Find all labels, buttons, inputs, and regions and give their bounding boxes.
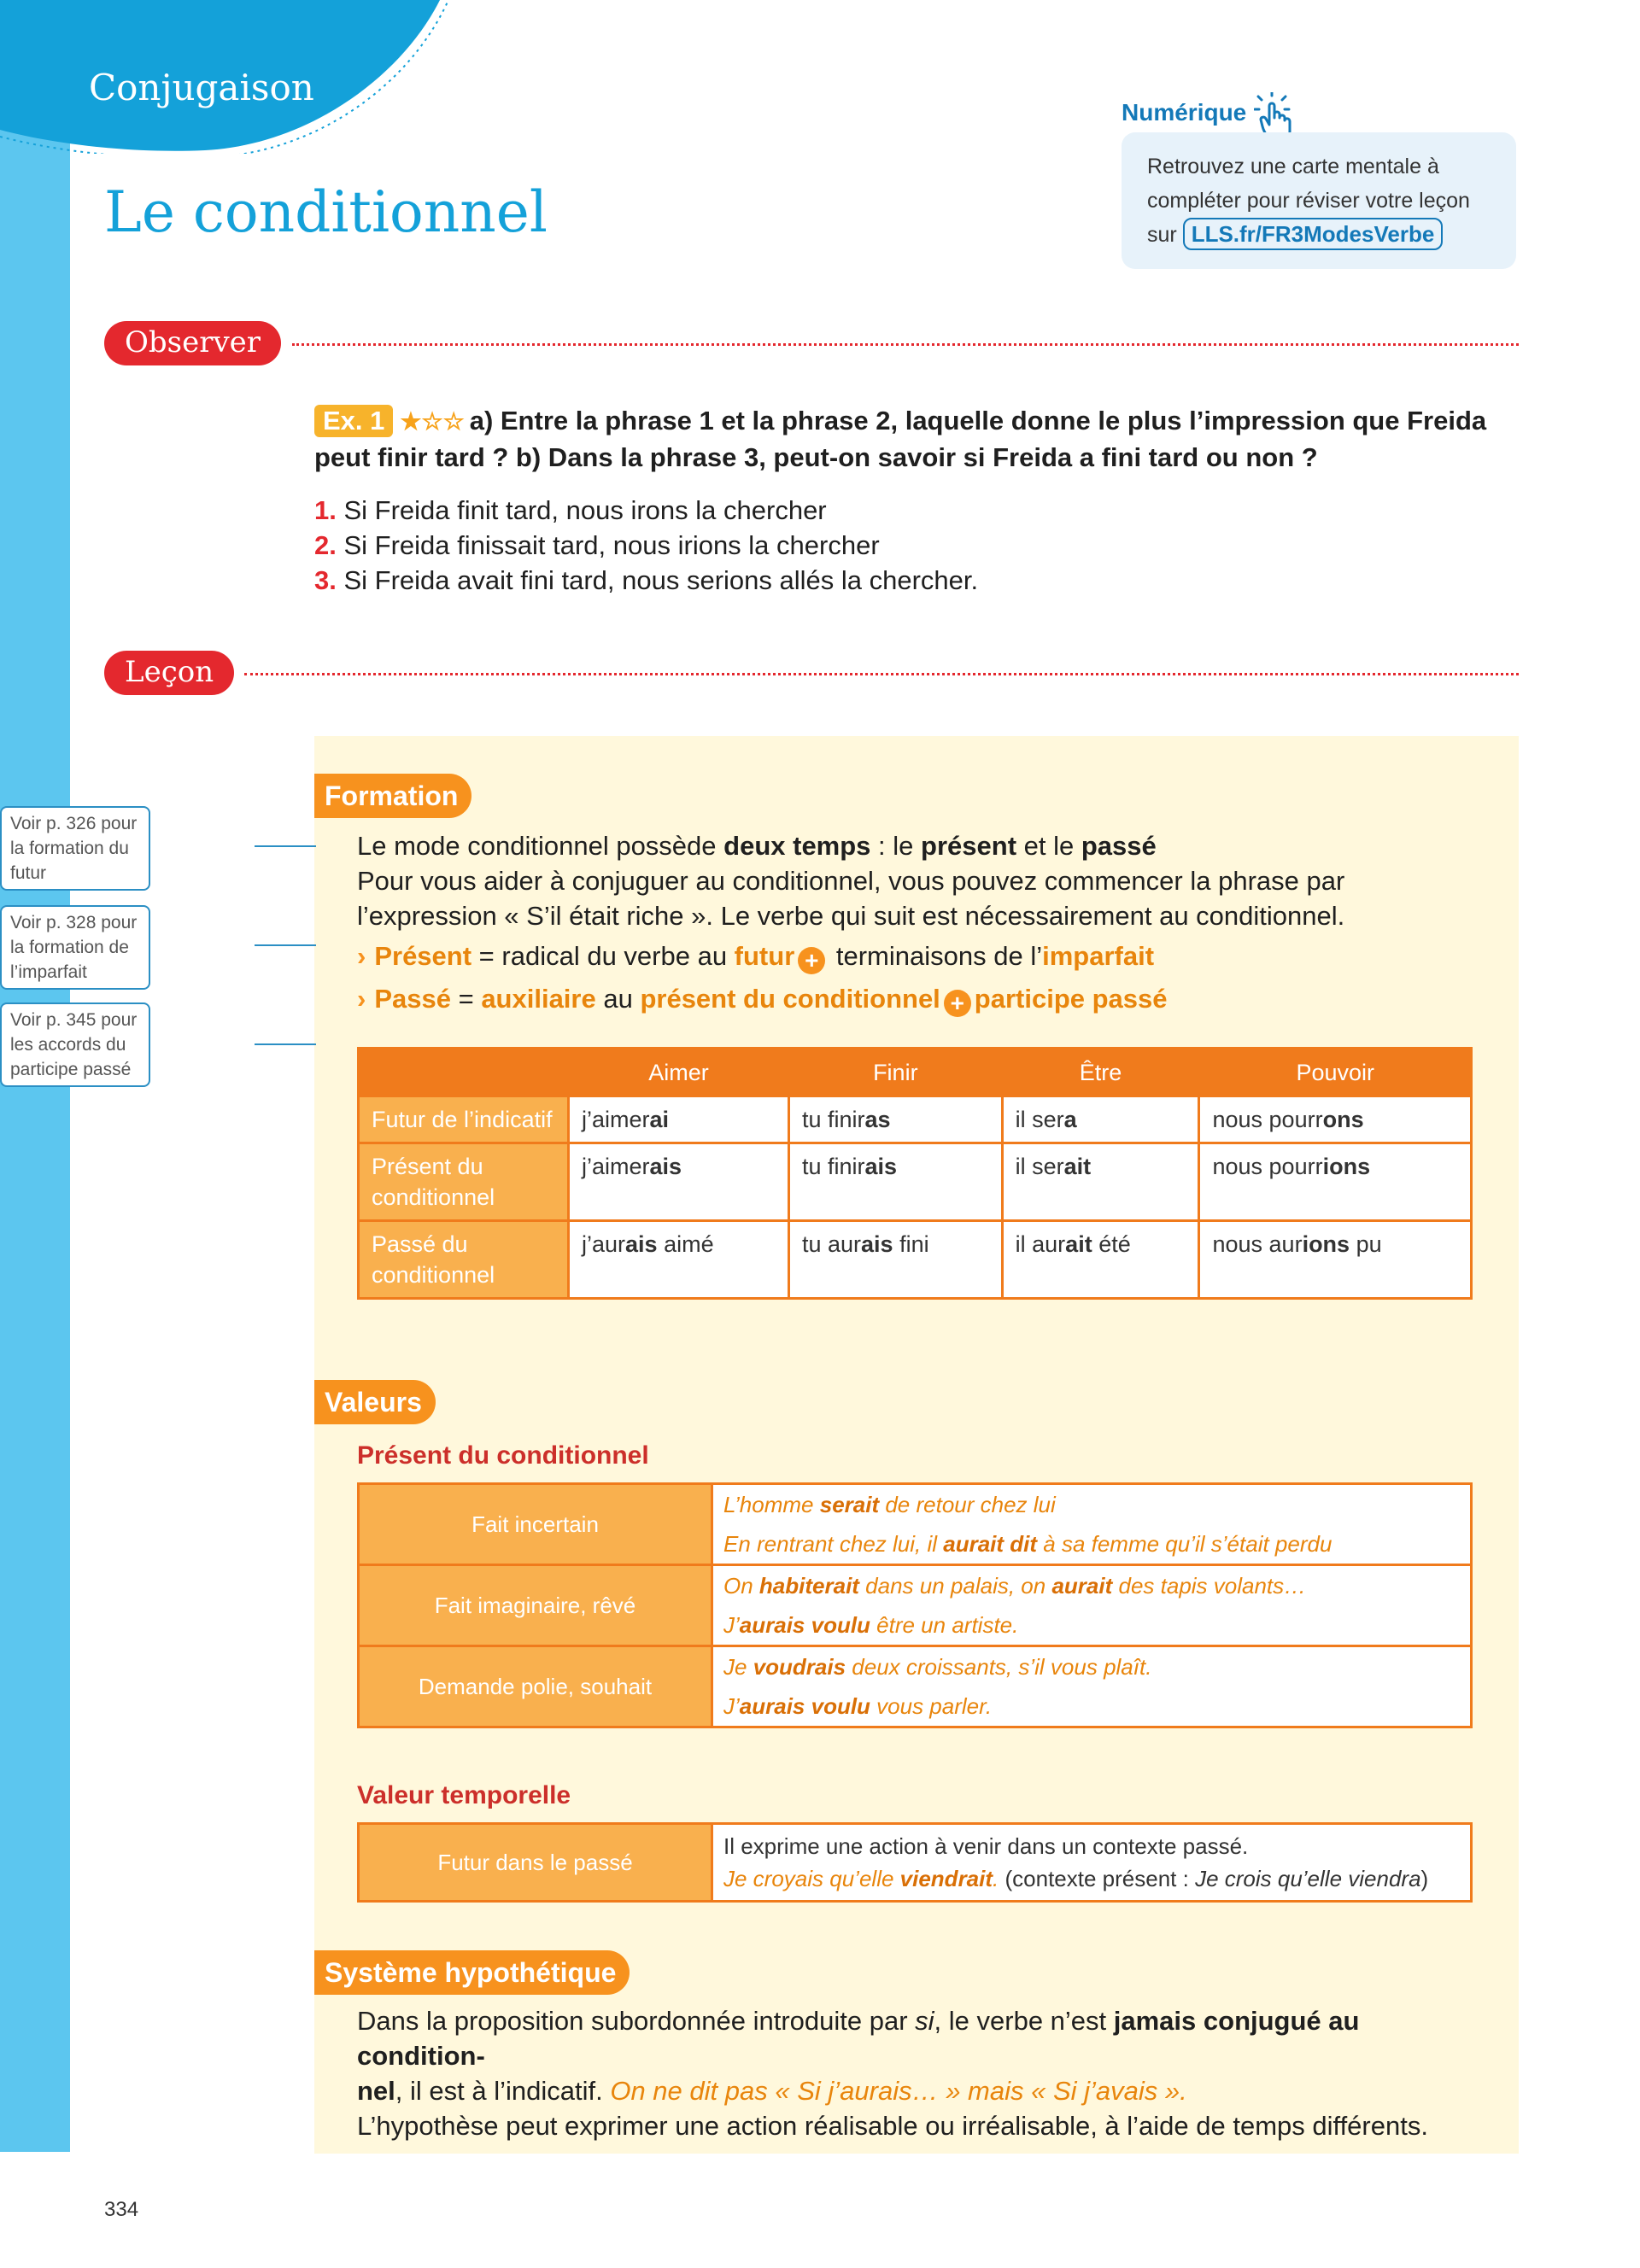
row-header: Futur de l’indicatif bbox=[359, 1096, 569, 1143]
formation-rule-present bbox=[357, 938, 1485, 974]
table-cell bbox=[1002, 1096, 1199, 1143]
item-text: Si Freida avait fini tard, nous serions allés la chercher. bbox=[343, 565, 979, 595]
chevron-icon: › bbox=[357, 984, 366, 1014]
value-examples bbox=[712, 1565, 1472, 1646]
example-line bbox=[723, 1524, 1460, 1564]
lecon-pill: Leçon bbox=[104, 651, 234, 695]
verb: aurait bbox=[1051, 1573, 1113, 1599]
list-item bbox=[314, 493, 1519, 528]
text: il ser bbox=[1015, 1154, 1064, 1179]
ending: ais bbox=[649, 1154, 682, 1179]
exercise-question-text: a) Entre la phrase 1 et la phrase 2, laquelle donne le plus l’impression que Freida peut finir tard ? b) Dans la phrase 3, peut-on savoir si Freida a fini tard ou non ? bbox=[314, 406, 1487, 472]
formation-rule-passe bbox=[357, 981, 1485, 1017]
text: présent bbox=[921, 831, 1017, 861]
table-header-row bbox=[359, 1049, 1472, 1096]
section-title: Conjugaison bbox=[89, 67, 314, 108]
text: il aur bbox=[1015, 1231, 1066, 1257]
ending: ait bbox=[1065, 1231, 1092, 1257]
text: et le bbox=[1016, 831, 1081, 861]
item-text: Si Freida finit tard, nous irons la chercher bbox=[343, 495, 827, 525]
chevron-icon: › bbox=[357, 941, 366, 971]
conjugation-table bbox=[357, 1047, 1473, 1300]
text: passé bbox=[1081, 831, 1157, 861]
text: être un artiste. bbox=[870, 1612, 1019, 1638]
text: = bbox=[450, 984, 482, 1014]
side-note-connector bbox=[255, 845, 316, 847]
item-number: 2. bbox=[314, 530, 337, 560]
table-cell bbox=[1199, 1096, 1472, 1143]
text: Dans la proposition subordonnée introduite par bbox=[357, 2006, 916, 2036]
text: Le mode conditionnel possède bbox=[357, 831, 724, 861]
text: nous pourr bbox=[1212, 1107, 1323, 1132]
side-note-futur[interactable]: Voir p. 326 pour la formation du futur bbox=[0, 806, 150, 891]
text: ) bbox=[1420, 1866, 1429, 1891]
table-row bbox=[359, 1565, 1472, 1646]
text: . bbox=[993, 1866, 999, 1891]
side-note-connector bbox=[255, 1043, 316, 1045]
table-cell bbox=[788, 1143, 1002, 1221]
corner-cell bbox=[359, 1049, 569, 1096]
text: nous aur bbox=[1212, 1231, 1303, 1257]
text: deux temps bbox=[723, 831, 871, 861]
table-cell bbox=[1199, 1221, 1472, 1299]
verb: viendrait bbox=[899, 1866, 993, 1891]
valeurs-pill: Valeurs bbox=[314, 1380, 436, 1424]
page-title: Le conditionnel bbox=[104, 179, 548, 245]
text: auxiliaire bbox=[481, 984, 596, 1014]
formation-text bbox=[357, 828, 1485, 1017]
list-item bbox=[314, 528, 1519, 563]
exercise-badge: Ex. 1 bbox=[314, 405, 393, 437]
text: Présent bbox=[374, 941, 472, 971]
row-header: Présent du conditionnel bbox=[359, 1143, 569, 1221]
systeme-text bbox=[357, 2003, 1493, 2143]
text: J’ bbox=[723, 1693, 740, 1719]
example-line bbox=[723, 1605, 1460, 1645]
plus-icon: + bbox=[944, 990, 971, 1017]
systeme-p1 bbox=[357, 2003, 1493, 2108]
value-examples bbox=[712, 1484, 1472, 1565]
text: de retour chez lui bbox=[879, 1492, 1056, 1517]
formation-p1 bbox=[357, 828, 1485, 863]
text: , il est à l’indicatif. bbox=[395, 2076, 611, 2106]
table-row bbox=[359, 1484, 1472, 1565]
text: Passé bbox=[374, 984, 451, 1014]
text: Je croyais qu’elle bbox=[723, 1866, 900, 1891]
text: à sa femme qu’il s’était perdu bbox=[1037, 1531, 1332, 1557]
item-text: Si Freida finissait tard, nous irions la chercher bbox=[343, 530, 880, 560]
column-header: Aimer bbox=[569, 1049, 789, 1096]
text: j’aur bbox=[582, 1231, 626, 1257]
column-header: Pouvoir bbox=[1199, 1049, 1472, 1096]
item-number: 1. bbox=[314, 495, 337, 525]
valeur-temporelle-title: Valeur temporelle bbox=[357, 1781, 571, 1809]
table-cell bbox=[1002, 1143, 1199, 1221]
table-row bbox=[359, 1143, 1472, 1221]
text: pu bbox=[1350, 1231, 1382, 1257]
page-number: 334 bbox=[104, 2198, 139, 2221]
text: tu aur bbox=[801, 1231, 862, 1257]
side-note-participe[interactable]: Voir p. 345 pour les accords du participe passé bbox=[0, 1002, 150, 1087]
table-row bbox=[359, 1824, 1472, 1902]
text: nous pourr bbox=[1212, 1154, 1323, 1179]
text: tu finir bbox=[801, 1154, 865, 1179]
text: J’ bbox=[723, 1612, 740, 1638]
text: participe passé bbox=[974, 984, 1168, 1014]
difficulty-stars: ★☆☆ bbox=[400, 408, 465, 435]
table-row bbox=[359, 1096, 1472, 1143]
ending: ons bbox=[1322, 1107, 1364, 1132]
numerique-label: Numérique bbox=[1122, 99, 1247, 126]
exercise-question bbox=[314, 403, 1519, 476]
text: au bbox=[595, 984, 641, 1014]
table-cell bbox=[788, 1096, 1002, 1143]
observer-divider bbox=[292, 343, 1519, 346]
text: Je crois qu’elle viendra bbox=[1195, 1866, 1421, 1891]
verb: serait bbox=[819, 1492, 880, 1517]
item-number: 3. bbox=[314, 565, 337, 595]
observer-pill: Observer bbox=[104, 321, 281, 365]
value-examples bbox=[712, 1824, 1472, 1902]
verb: aurais voulu bbox=[739, 1612, 870, 1638]
text: été bbox=[1092, 1231, 1131, 1257]
example-line bbox=[723, 1566, 1460, 1605]
ending: ais bbox=[864, 1154, 898, 1179]
column-header: Être bbox=[1002, 1049, 1199, 1096]
example-line bbox=[723, 1485, 1460, 1524]
text: (contexte présent : bbox=[999, 1866, 1196, 1891]
numerique-text-1: Retrouvez une carte mentale à bbox=[1147, 155, 1439, 178]
present-conditionnel-title: Présent du conditionnel bbox=[357, 1441, 649, 1470]
lecon-divider bbox=[244, 673, 1519, 675]
ending: as bbox=[864, 1107, 891, 1132]
value-examples bbox=[712, 1646, 1472, 1727]
text: L’homme bbox=[723, 1492, 820, 1517]
text: En rentrant chez lui, il bbox=[723, 1531, 944, 1557]
side-note-imparfait[interactable]: Voir p. 328 pour la formation de l’imparfait bbox=[0, 905, 150, 990]
example-line bbox=[723, 1686, 1460, 1726]
text: futur bbox=[734, 941, 795, 971]
text: aimé bbox=[657, 1231, 714, 1257]
plus-icon: + bbox=[798, 947, 825, 974]
text: il ser bbox=[1015, 1107, 1064, 1132]
value-label: Demande polie, souhait bbox=[359, 1646, 712, 1727]
text: On bbox=[723, 1573, 759, 1599]
text: On ne dit pas « Si j’aurais… » mais « Si j’avais ». bbox=[610, 2076, 1187, 2106]
table-cell bbox=[569, 1221, 789, 1299]
text: imparfait bbox=[1042, 941, 1155, 971]
text: Je bbox=[723, 1654, 753, 1680]
row-header: Passé du conditionnel bbox=[359, 1221, 569, 1299]
verb: aurait dit bbox=[943, 1531, 1038, 1557]
text: j’aimer bbox=[582, 1154, 650, 1179]
ending: ait bbox=[1063, 1154, 1092, 1179]
example-line bbox=[723, 1862, 1460, 1895]
table-cell bbox=[1002, 1221, 1199, 1299]
value-label: Futur dans le passé bbox=[359, 1824, 712, 1902]
value-label: Fait incertain bbox=[359, 1484, 712, 1565]
table-row bbox=[359, 1646, 1472, 1727]
table-cell bbox=[788, 1221, 1002, 1299]
column-header: Finir bbox=[788, 1049, 1002, 1096]
explanation-line: Il exprime une action à venir dans un contexte passé. bbox=[723, 1833, 1249, 1859]
numerique-text-3: sur bbox=[1147, 223, 1177, 247]
text: , le verbe n’est bbox=[934, 2006, 1114, 2036]
text: terminaisons de l’ bbox=[829, 941, 1043, 971]
values-table bbox=[357, 1482, 1473, 1728]
numerique-box bbox=[1122, 132, 1516, 269]
ending: ais bbox=[861, 1231, 893, 1257]
numerique-link[interactable]: LLS.fr/FR3ModesVerbe bbox=[1183, 218, 1444, 250]
value-label: Fait imaginaire, rêvé bbox=[359, 1565, 712, 1646]
text: tu finir bbox=[801, 1107, 865, 1132]
numerique-text-2: compléter pour réviser votre leçon bbox=[1147, 189, 1470, 213]
table-cell bbox=[1199, 1143, 1472, 1221]
exercise-1 bbox=[314, 403, 1519, 598]
ending: a bbox=[1063, 1107, 1077, 1132]
ending: ions bbox=[1322, 1154, 1371, 1179]
temporal-table bbox=[357, 1822, 1473, 1903]
text: des tapis volants… bbox=[1112, 1573, 1307, 1599]
text: = radical du verbe au bbox=[472, 941, 735, 971]
text: deux croissants, s’il vous plaît. bbox=[846, 1654, 1152, 1680]
text: : le bbox=[870, 831, 922, 861]
text: fini bbox=[893, 1231, 929, 1257]
text: dans un palais, on bbox=[858, 1573, 1052, 1599]
table-cell bbox=[569, 1143, 789, 1221]
table-row bbox=[359, 1221, 1472, 1299]
formation-pill: Formation bbox=[314, 774, 472, 818]
side-note-connector bbox=[255, 944, 316, 946]
ending: ions bbox=[1302, 1231, 1350, 1257]
exercise-sentences bbox=[314, 493, 1519, 598]
ending: ai bbox=[649, 1107, 670, 1132]
ending: ais bbox=[625, 1231, 658, 1257]
systeme-p2: L’hypothèse peut exprimer une action réalisable ou irréalisable, à l’aide de temps différents. bbox=[357, 2111, 1428, 2141]
verb: aurais voulu bbox=[739, 1693, 870, 1719]
formation-p2: Pour vous aider à conjuguer au conditionnel, vous pouvez commencer la phrase par l’expression « S’il était riche ». Le verbe qui suit est nécessairement au conditionnel. bbox=[357, 866, 1345, 931]
text: présent du conditionnel bbox=[640, 984, 940, 1014]
text: jamais conjugué au condition- bbox=[357, 2006, 1360, 2071]
example-line bbox=[723, 1647, 1460, 1686]
text: si bbox=[915, 2006, 934, 2036]
text: vous parler. bbox=[870, 1693, 993, 1719]
verb: habiterait bbox=[758, 1573, 859, 1599]
systeme-pill: Système hypothétique bbox=[314, 1950, 630, 1995]
list-item bbox=[314, 563, 1519, 598]
text: nel bbox=[357, 2076, 395, 2106]
verb: voudrais bbox=[753, 1654, 846, 1680]
table-cell bbox=[569, 1096, 789, 1143]
text: j’aimer bbox=[582, 1107, 650, 1132]
